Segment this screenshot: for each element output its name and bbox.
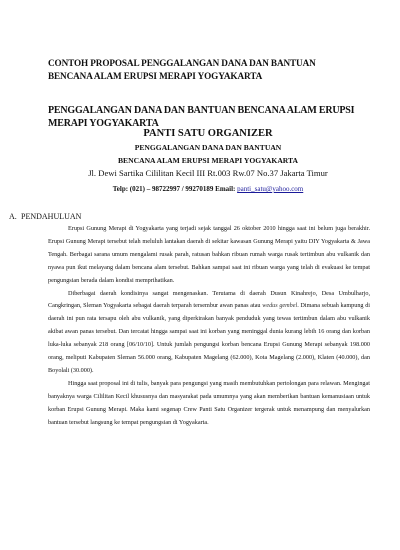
paragraph-1: Erupsi Gunung Merapi di Yogyakarta yang terjadi sejak tanggal 26 oktober 2010 hingga saat ini belum juga berakhir. Erupsi Gunung Merapi tersebut telah meluluh lantakan daerah di sekitar kawasan Gunung Merapi yaitu DIY Yogyakarta & Jawa Tengah. Berbagai sarana umum mengalami rusak parah, ratusan bahkan ribuan rumah warga rusak tertimbun abu vulkanik dan nyawa pun ikut melayang dalam bencana alam tersebut. Bahkan sampai saat ini ribuan warga yang telah di evakuasi ke tempat pengungsian berada dalam kondisi memprihatikan. xyxy=(48,225,370,284)
section-letter: A. xyxy=(9,212,17,221)
section-title: PENDAHULUAN xyxy=(21,212,82,221)
paragraph-2-italic-term: wedus gembel xyxy=(262,302,298,310)
paragraph-3: Hingga saat proposal ini di tulis, banyak para pengungsi yang masih membutuhkan pertolongan para relawan. Mengingat banyaknya warga Cililitan Kecil khususnya dan masyarakat pada umumnya yang akan memberikan bantuan kemanusiaan untuk korban Erupsi Gunung Merapi. Maka kami segenap Crew Panti Satu Organizer tergerak untuk menampung dan menyalurkan bantuan tersebut langsung ke tempat pengungsian di Yogyakarta. xyxy=(48,379,370,426)
section-body xyxy=(48,223,370,430)
organizer-subtitle-2: BENCANA ALAM ERUPSI MERAPI YOGYAKARTA xyxy=(117,156,299,165)
organizer-subtitle-1: PENGGALANGAN DANA DAN BANTUAN xyxy=(134,143,282,152)
organizer-telephone: Telp: (021) – 98722997 / 99270189 Email: xyxy=(112,185,238,193)
organizer-name: PANTI SATU ORGANIZER xyxy=(143,128,273,139)
proposal-heading-line-2: MERAPI YOGYAKARTA xyxy=(48,117,159,129)
section-heading xyxy=(9,212,81,222)
document-title xyxy=(48,57,368,82)
document-title-line-1: CONTOH PROPOSAL PENGGALANGAN DANA DAN BANTUAN xyxy=(48,58,316,68)
paragraph-2 xyxy=(48,288,370,378)
organizer-contact xyxy=(48,184,368,194)
paragraph-2-text-before: Diberbagai daerah kondisinya sangat mengenaskan. Terutama di daerah Dusun Kinahrejo, Desa Umbulharjo, Cangkringan, Sleman Yogyakarta sebagai daerah terparah tersembur awan panas atau xyxy=(48,289,370,310)
organizer-email-link[interactable]: panti_satu@yahoo.com xyxy=(237,185,304,193)
organizer-address: Jl. Dewi Sartika Cililitan Kecil III Rt.003 Rw.07 No.37 Jakarta Timur xyxy=(88,168,328,178)
document-title-line-2: BENCANA ALAM ERUPSI MERAPI YOGYAKARTA xyxy=(48,70,263,81)
paragraph-2-text-after: . Dimana sebuah kampung di daerah ini pun rata tersapu oleh abu vulkanik, yang diperkirakan banyak penduduk yang tewas tertimbun dalam abu vulkanik akibat awan panas tersebut. Dan tercatat hingga sampai saat ini korban yang meninggal dunia kurang lebih 16 orang dan korban luka-luka sebanyak 218 orang [06/10/10]. Untuk jumlah pengungsi korban bencana Erupsi Gunung Merapi sebanyak 198.000 orang, meliputi Kabupaten Sleman 56.000 orang, Kabupaten Magelang (62.000), Kota Magelang (2.000), Klaten (40.000), dan Boyolali (30.000). xyxy=(48,302,371,374)
proposal-heading-line-1: PENGGALANGAN DANA DAN BANTUAN BENCANA ALAM ERUPSI xyxy=(48,105,355,116)
